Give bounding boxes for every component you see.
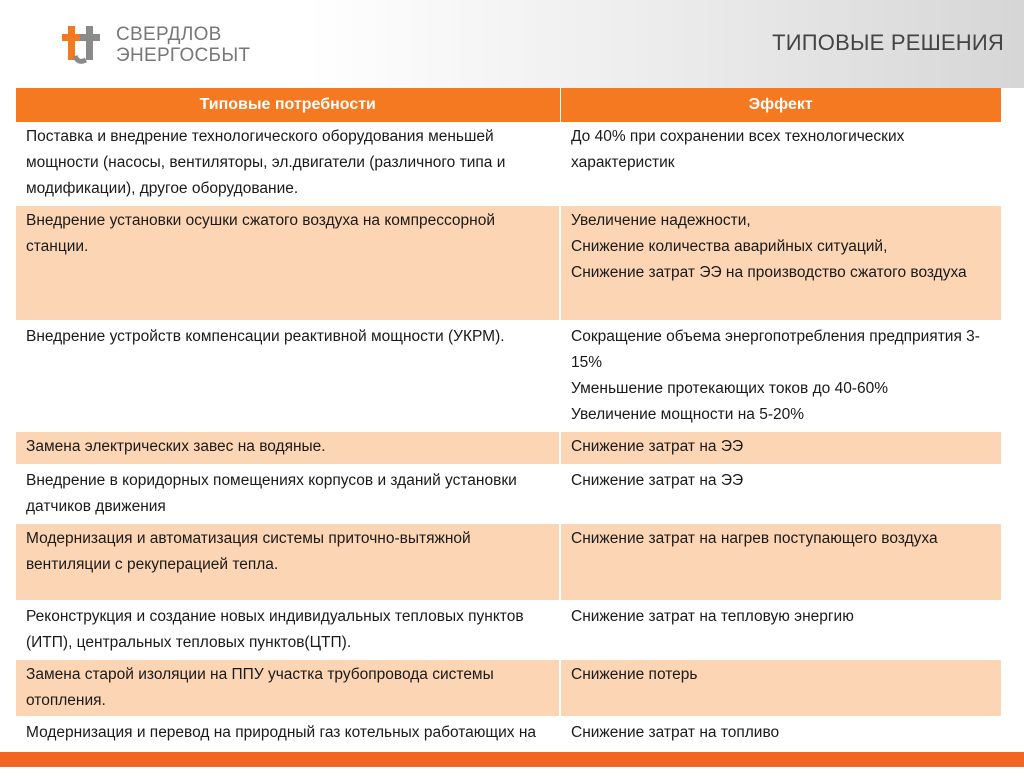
need-cell: Замена старой изоляции на ППУ участка трубопровода системы отопления.	[16, 659, 560, 717]
page-title: ТИПОВЫЕ РЕШЕНИЯ	[772, 30, 1004, 55]
effect-cell: Снижение затрат на ЭЭ	[560, 465, 1001, 523]
table-row	[16, 465, 1001, 523]
effect-cell: Снижение затрат на нагрев поступающего воздуха	[560, 523, 1001, 601]
need-cell: Внедрение установки осушки сжатого воздуха на компрессорной станции.	[16, 205, 560, 321]
effect-cell: Снижение затрат на ЭЭ	[560, 431, 1001, 465]
effect-cell: Снижение затрат на топливо	[560, 717, 1001, 775]
table-row	[16, 321, 1001, 431]
effect-cell: Сокращение объема энергопотребления предприятия 3-15% Уменьшение протекающих токов до 40-60% Увеличение мощности на 5-20%	[560, 321, 1001, 431]
footer-bar	[0, 752, 1024, 767]
table-row	[16, 431, 1001, 465]
effect-cell: Снижение потерь	[560, 659, 1001, 717]
table-row	[16, 205, 1001, 321]
slide-header	[0, 0, 1024, 88]
column-header-needs: Типовые потребности	[16, 88, 560, 122]
logo-text-line2: ЭНЕРГОСБЫТ	[116, 45, 251, 66]
need-cell: Внедрение устройств компенсации реактивной мощности (УКРМ).	[16, 321, 560, 431]
need-cell: Внедрение в коридорных помещениях корпусов и зданий установки датчиков движения	[16, 465, 560, 523]
logo-text	[116, 24, 250, 66]
need-cell: Модернизация и автоматизация системы приточно-вытяжной вентиляции с рекуперацией тепла.	[16, 523, 560, 601]
table-row	[16, 523, 1001, 601]
table-row	[16, 659, 1001, 717]
table-header-row	[16, 88, 1001, 122]
column-header-effect: Эффект	[560, 88, 1001, 122]
table-row	[16, 601, 1001, 659]
table-row	[16, 122, 1001, 205]
company-logo	[58, 20, 251, 90]
effect-cell: Увеличение надежности, Снижение количества аварийных ситуаций, Снижение затрат ЭЭ на производство сжатого воздуха	[560, 205, 1001, 321]
need-cell: Модернизация и перевод на природный газ котельных работающих на	[16, 717, 560, 775]
logo-mark-icon	[58, 22, 104, 68]
need-cell: Поставка и внедрение технологического оборудования меньшей мощности (насосы, вентиляторы, эл.двигатели (различного типа и модификации), другое оборудование.	[16, 122, 560, 205]
need-cell: Замена электрических завес на водяные.	[16, 431, 560, 465]
solutions-table	[16, 88, 1001, 776]
logo-text-line1: СВЕРДЛОВ	[116, 24, 222, 45]
effect-cell: Снижение затрат на тепловую энергию	[560, 601, 1001, 659]
effect-cell: До 40% при сохранении всех технологических характеристик	[560, 122, 1001, 205]
need-cell: Реконструкция и создание новых индивидуальных тепловых пунктов (ИТП), центральных тепловых пунктов(ЦТП).	[16, 601, 560, 659]
